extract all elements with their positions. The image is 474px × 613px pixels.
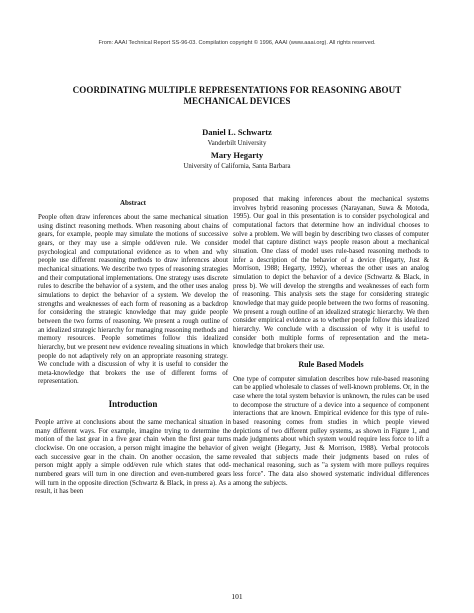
author-block	[0, 127, 474, 172]
paper-title	[40, 85, 434, 107]
introduction-body: People arrive at conclusions about the same mechanical situation in many different ways. For example, imagine trying to determine the motion of the last gear in a five gear chain when the first gear turns clockwise. On one occasion, a person might imagine the behavior of each successive gear in the chain. On another occasion, the same person might apply a simple odd/even rule which states that odd-numbered gears will turn in one direction and even-numbered gears will turn in the opposite direction (Schwartz & Black, in press a). As a result, it has been	[35, 419, 231, 496]
abstract-heading: Abstract	[119, 199, 147, 207]
left-column	[35, 198, 231, 497]
author-affiliation: University of California, Santa Barbara	[183, 163, 291, 170]
right-column	[233, 196, 429, 488]
author-name: Daniel L. Schwartz	[202, 127, 272, 137]
rule-based-models-heading: Rule Based Models	[298, 359, 364, 369]
rule-based-models-body: One type of computer simulation describes how rule-based reasoning can be applied wholesale to classes of well-known problems. Or, in the case where the total system behavior is unknown, the rules can be used to decompose the structure of a device into a sequence of component interactions that are known. Empirical evidence for this type of rule-based reasoning comes from studies in which people viewed depictions of two different pulley systems, as shown in Figure 1, and made judgments about which system would require less force to lift a given weight (Hegarty, Just & Morrison, 1988). Verbal protocols revealed that subjects made their judgments based on rules of mechanical reasoning, such as "a system with more pulleys requires less force". The data also showed systematic individual differences among the subjects.	[233, 375, 429, 487]
source-line: From: AAAI Technical Report SS-96-03. Compilation copyright © 1996, AAAI (www.aaai.org). All rights reserved.	[98, 40, 376, 46]
author-affiliation: Vanderbilt University	[207, 140, 267, 147]
title-line-1: COORDINATING MULTIPLE REPRESENTATIONS FOR REASONING ABOUT	[72, 85, 402, 95]
page-number: 101	[231, 592, 243, 601]
abstract-body: People often draw inferences about the same mechanical situation using distinct reasoning methods. When reasoning about chains of gears, for example, people may simulate the motions of successive gears, or they may use a simple odd/even rule. We consider psychological and computational evidence as to when and why people use different reasoning methods to draw inferences about mechanical situations. We describe two types of reasoning strategies and their computational implementations. One strategy uses discrete rules to describe the behavior of a system, and the other uses analog simulations to depict the behavior of a system. We develop the strengths and weaknesses of each form of reasoning as a backdrop for considering the strategic knowledge that may guide people between the two forms of reasoning. We present a rough outline of an idealized strategic hierarchy for managing reasoning methods and memory resources. People sometimes follow this idealized hierarchy, but we present new evidence revealing situations in which people do not adaptively rely on an appropriate reasoning strategy. We conclude with a discussion of why it is useful to consider the meta-knowledge that brokers the use of different forms of representation.	[38, 214, 228, 386]
author-name: Mary Hegarty	[210, 150, 264, 160]
introduction-continued: proposed that making inferences about the mechanical systems involves hybrid reasoning processes (Narayanan, Suwa & Motoda, 1995). Our goal in this presentation is to consider psychological and computational factors that determine how an individual chooses to solve a problem. We will begin by describing two classes of computer model that capture distinct ways people reason about a mechanical situation. One class of model uses rule-based reasoning methods to infer a description of the behavior of a device (Hegarty, Just & Morrison, 1988; Hegarty, 1992), whereas the other uses an analog simulation to depict the behavior of a device (Schwartz & Black, in press b). We will develop the strengths and weaknesses of each form of reasoning. This analysis sets the stage for considering strategic knowledge that may guide people between the two forms of reasoning. We present a rough outline of an idealized strategic hierarchy. We then consider empirical evidence as to whether people follow this idealized hierarchy. We conclude with a discussion of why it is useful to consider both multiple forms of representation and the meta-knowledge that brokers their use.	[233, 196, 429, 351]
title-line-2: MECHANICAL DEVICES	[183, 96, 291, 106]
introduction-heading: Introduction	[108, 399, 158, 410]
